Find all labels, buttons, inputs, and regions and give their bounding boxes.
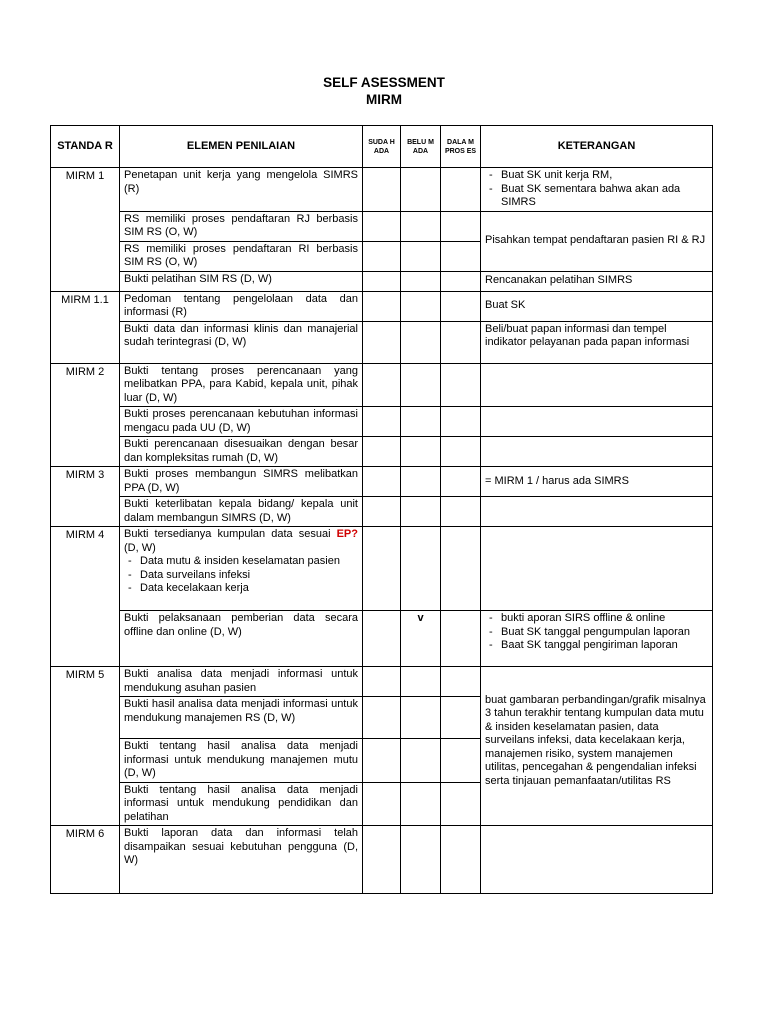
sudah-cell <box>363 407 401 437</box>
belum-cell <box>401 826 441 894</box>
element-cell: Bukti perencanaan disesuaikan dengan besar dan kompleksitas rumah (D, W) <box>120 437 363 467</box>
sudah-cell <box>363 241 401 271</box>
assessment-table <box>50 125 713 894</box>
belum-cell <box>401 321 441 363</box>
proses-cell <box>441 407 481 437</box>
sudah-cell <box>363 291 401 321</box>
standard-cell: MIRM 2 <box>51 363 120 467</box>
element-cell: Bukti pelaksanaan pemberian data secara offline dan online (D, W) <box>120 611 363 667</box>
sudah-cell <box>363 271 401 291</box>
proses-cell <box>441 168 481 212</box>
standard-cell: MIRM 1.1 <box>51 291 120 363</box>
proses-cell <box>441 697 481 739</box>
standard-cell: MIRM 4 <box>51 527 120 667</box>
table-row <box>51 168 713 212</box>
sudah-cell <box>363 168 401 212</box>
element-cell: RS memiliki proses pendaftaran RJ berbasis SIM RS (O, W) <box>120 211 363 241</box>
element-text: Bukti tersedianya kumpulan data sesuai <box>124 528 331 540</box>
element-cell: Bukti analisa data menjadi informasi untuk mendukung asuhan pasien <box>120 667 363 697</box>
keterangan-item: - bukti aporan SIRS offline & online <box>501 612 708 626</box>
belum-cell: v <box>401 611 441 667</box>
keterangan-cell <box>481 527 713 611</box>
keterangan-cell: Rencanakan pelatihan SIMRS <box>481 271 713 291</box>
belum-cell <box>401 211 441 241</box>
element-cell: Pedoman tentang pengelolaan data dan informasi (R) <box>120 291 363 321</box>
proses-cell <box>441 321 481 363</box>
header-proses: DALA M PROS ES <box>441 126 481 168</box>
sudah-cell <box>363 826 401 894</box>
element-list-item: - Data kecelakaan kerja <box>140 582 358 596</box>
element-list-item: - Data surveilans infeksi <box>140 569 358 583</box>
proses-cell <box>441 437 481 467</box>
keterangan-cell <box>481 168 713 212</box>
sudah-cell <box>363 782 401 826</box>
document-title <box>0 74 768 108</box>
header-row <box>51 126 713 168</box>
table-row <box>51 437 713 467</box>
element-cell: Bukti keterlibatan kepala bidang/ kepala unit dalam membangun SIMRS (D, W) <box>120 497 363 527</box>
element-cell: Bukti tentang hasil analisa data menjadi informasi untuk mendukung manajemen mutu (D, W) <box>120 739 363 783</box>
belum-cell <box>401 467 441 497</box>
title-line-2: MIRM <box>366 92 402 107</box>
header-sudah: SUDA H ADA <box>363 126 401 168</box>
element-cell: Bukti pelatihan SIM RS (D, W) <box>120 271 363 291</box>
element-cell: Penetapan unit kerja yang mengelola SIMRS (R) <box>120 168 363 212</box>
belum-cell <box>401 437 441 467</box>
belum-cell <box>401 697 441 739</box>
belum-cell <box>401 527 441 611</box>
element-text-code: (D, W) <box>124 541 156 554</box>
table-row <box>51 321 713 363</box>
element-list-item: - Data mutu & insiden keselamatan pasien <box>140 555 358 569</box>
proses-cell <box>441 611 481 667</box>
standard-cell: MIRM 1 <box>51 168 120 292</box>
table-row <box>51 271 713 291</box>
keterangan-cell <box>481 407 713 437</box>
table-row <box>51 527 713 611</box>
proses-cell <box>441 291 481 321</box>
proses-cell <box>441 527 481 611</box>
table-row <box>51 467 713 497</box>
keterangan-cell: Pisahkan tempat pendaftaran pasien RI & RJ <box>481 211 713 271</box>
sudah-cell <box>363 667 401 697</box>
table-row <box>51 291 713 321</box>
keterangan-cell <box>481 826 713 894</box>
table-row <box>51 497 713 527</box>
sudah-cell <box>363 497 401 527</box>
header-belum: BELU M ADA <box>401 126 441 168</box>
element-cell: Bukti hasil analisa data menjadi informasi untuk mendukung manajemen RS (D, W) <box>120 697 363 739</box>
sudah-cell <box>363 321 401 363</box>
keterangan-cell: buat gambaran perbandingan/grafik misalnya 3 tahun terakhir tentang kumpulan data mutu & insiden keselamatan pasien, data surveilans infeksi, data kecelakaan kerja, manajemen risiko, system manajemen utilitas, pencegahan & pengendalian infeksi serta tinjauan pemanfaatan/utilitas RS <box>481 667 713 826</box>
proses-cell <box>441 782 481 826</box>
sudah-cell <box>363 467 401 497</box>
sudah-cell <box>363 739 401 783</box>
table-row <box>51 407 713 437</box>
belum-cell <box>401 168 441 212</box>
proses-cell <box>441 271 481 291</box>
header-standar: STANDA R <box>51 126 120 168</box>
proses-cell <box>441 241 481 271</box>
sudah-cell <box>363 363 401 407</box>
element-cell: Bukti proses membangun SIMRS melibatkan PPA (D, W) <box>120 467 363 497</box>
table-row <box>51 211 713 241</box>
keterangan-item: - Buat SK sementara bahwa akan ada SIMRS <box>501 183 708 210</box>
keterangan-cell: Beli/buat papan informasi dan tempel indikator pelayanan pada papan informasi <box>481 321 713 363</box>
proses-cell <box>441 363 481 407</box>
header-keterangan: KETERANGAN <box>481 126 713 168</box>
sudah-cell <box>363 611 401 667</box>
standard-cell: MIRM 6 <box>51 826 120 894</box>
table-row <box>51 667 713 697</box>
proses-cell <box>441 467 481 497</box>
keterangan-item: - Buat SK unit kerja RM, <box>501 169 708 183</box>
belum-cell <box>401 667 441 697</box>
keterangan-item: - Buat SK tanggal pengumpulan laporan <box>501 626 708 640</box>
keterangan-cell <box>481 611 713 667</box>
belum-cell <box>401 271 441 291</box>
element-cell <box>120 527 363 611</box>
keterangan-cell: Buat SK <box>481 291 713 321</box>
proses-cell <box>441 211 481 241</box>
sudah-cell <box>363 697 401 739</box>
proses-cell <box>441 826 481 894</box>
belum-cell <box>401 241 441 271</box>
table-row <box>51 611 713 667</box>
keterangan-cell: = MIRM 1 / harus ada SIMRS <box>481 467 713 497</box>
table-row <box>51 363 713 407</box>
belum-cell <box>401 782 441 826</box>
element-cell: Bukti tentang proses perencanaan yang melibatkan PPA, para Kabid, kepala unit, pihak luar (D, W) <box>120 363 363 407</box>
keterangan-cell <box>481 497 713 527</box>
element-cell: Bukti proses perencanaan kebutuhan informasi mengacu pada UU (D, W) <box>120 407 363 437</box>
sudah-cell <box>363 211 401 241</box>
standard-cell: MIRM 5 <box>51 667 120 826</box>
proses-cell <box>441 497 481 527</box>
keterangan-item: - Baat SK tanggal pengiriman laporan <box>501 639 708 653</box>
element-cell: Bukti data dan informasi klinis dan manajerial sudah terintegrasi (D, W) <box>120 321 363 363</box>
keterangan-cell <box>481 363 713 407</box>
proses-cell <box>441 667 481 697</box>
element-cell: Bukti tentang hasil analisa data menjadi informasi untuk mendukung pendidikan dan pelatihan <box>120 782 363 826</box>
belum-cell <box>401 363 441 407</box>
title-line-1: SELF ASESSMENT <box>323 75 445 90</box>
proses-cell <box>441 739 481 783</box>
sudah-cell <box>363 437 401 467</box>
belum-cell <box>401 497 441 527</box>
belum-cell <box>401 291 441 321</box>
keterangan-cell <box>481 437 713 467</box>
belum-cell <box>401 407 441 437</box>
standard-cell: MIRM 3 <box>51 467 120 527</box>
sudah-cell <box>363 527 401 611</box>
ep-question-marker: EP? <box>336 528 358 540</box>
element-cell: Bukti laporan data dan informasi telah disampaikan sesuai kebutuhan pengguna (D, W) <box>120 826 363 894</box>
header-elemen: ELEMEN PENILAIAN <box>120 126 363 168</box>
element-cell: RS memiliki proses pendaftaran RI berbasis SIM RS (O, W) <box>120 241 363 271</box>
belum-cell <box>401 739 441 783</box>
table-row <box>51 826 713 894</box>
